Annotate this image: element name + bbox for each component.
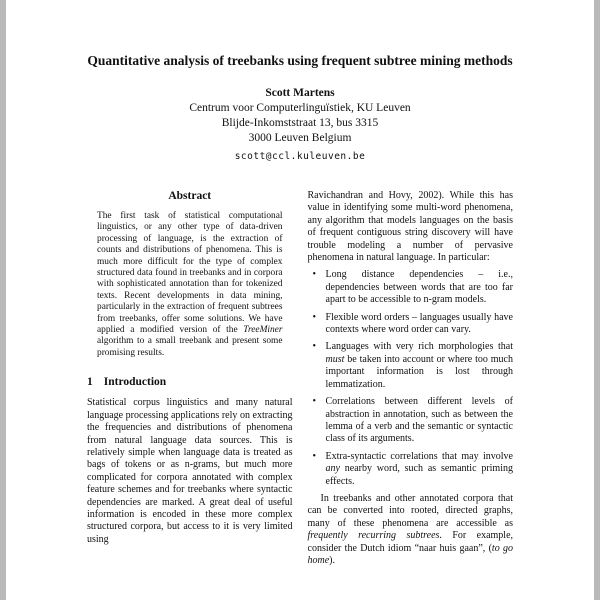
- bullet-text: [326, 269, 514, 306]
- author-block: [6, 86, 594, 164]
- author-affiliation: Centrum voor Computerlinguïstiek, KU Leuven: [189, 102, 411, 114]
- text-run: Statistical corpus linguistics and many natural language processing applications rely on extracting the frequencies and distributions of phenomena from natural language data sources. This is relatively simple when language data is treated as bags of tokens or as n-grams, but much more complicated for corpora annotated with complex feature schemes and for treebanks where syntactic dependencies are marked. A great deal of useful information is encoded in these more complex structured corpora, but access to it is very limited using: [87, 397, 293, 545]
- text-run: Extra-syntactic correlations that may involve: [325, 450, 513, 462]
- emphasized-text: to go home: [307, 542, 513, 566]
- text-run: Long distance dependencies – i.e., dependencies between words that are too far apart to be accessible to n-gram models.: [325, 269, 513, 306]
- two-column-layout: [6, 190, 594, 567]
- left-column: [87, 190, 293, 567]
- paragraph: [97, 211, 283, 359]
- introduction-body: [87, 397, 293, 546]
- author-name: Scott Martens: [265, 87, 335, 99]
- bullet-icon: •: [312, 341, 317, 353]
- abstract-section: [87, 190, 293, 359]
- bullet-item: [313, 396, 514, 446]
- abstract-heading: Abstract: [168, 190, 212, 202]
- bullet-icon: •: [312, 311, 317, 323]
- text-run: ).: [329, 554, 336, 566]
- emphasized-text: TreeMiner: [243, 325, 283, 336]
- emphasized-text: must: [325, 353, 345, 365]
- paragraph: [308, 190, 514, 264]
- emphasized-text: any: [325, 463, 340, 475]
- bullet-text: [326, 396, 514, 446]
- text-run: In treebanks and other annotated corpora that can be converted into rooted, directed graphs, many of these phenomena are accessible as: [307, 492, 513, 529]
- bullet-text: [326, 451, 514, 488]
- paragraph: [87, 397, 293, 546]
- text-run: nearby word, such as semantic priming effects.: [325, 463, 513, 487]
- text-run: . For example, consider the Dutch idiom “naar huis gaan”, (: [307, 530, 514, 554]
- author-email: scott@ccl.kuleuven.be: [234, 151, 366, 162]
- text-run: The first task of statistical computational linguistics, or any other type of data-driven processing of language, is the extraction of counts and distributions of phenomena. This is much more difficult for the type of complex structured data found in treebanks and in corpora with sophisticated annotation than for tokenized texts. Recent developments in data mining, particularly in the extraction of frequent subtrees from treebanks, offer some solutions. We have applied a modified version of the: [97, 211, 283, 336]
- section-title: Introduction: [103, 376, 167, 389]
- emphasized-text: frequently recurring subtrees: [307, 530, 440, 542]
- author-city: 3000 Leuven Belgium: [248, 132, 352, 144]
- bullet-item: [313, 269, 514, 306]
- bullet-icon: •: [312, 269, 317, 281]
- bullet-text: [326, 341, 514, 391]
- text-run: Languages with very rich morphologies that: [325, 341, 513, 353]
- text-run: Correlations between different levels of abstraction in annotation, such as between the lemma of a verb and the semantic or syntactic class of its arguments.: [325, 396, 513, 445]
- abstract-body: [87, 211, 293, 359]
- bullet-icon: •: [312, 396, 317, 408]
- text-run: Flexible word orders – languages usually have contexts where word order can vary.: [325, 311, 513, 336]
- section-number: 1: [87, 376, 93, 389]
- paper-page: [6, 0, 594, 600]
- right-column-body: [308, 190, 514, 567]
- right-column: [308, 190, 514, 567]
- text-run: be taken into account or where too much important information is lost through lemmatization.: [325, 353, 513, 390]
- bullet-icon: •: [312, 450, 317, 462]
- text-run: Ravichandran and Hovy, 2002). While this has value in identifying some multi-word phenomena, any algorithm that models languages on the basis of frequent contiguous string discovery will have trouble modeling a number of pervasive phenomena in natural language. In particular:: [307, 190, 513, 264]
- paragraph: [308, 493, 514, 567]
- bullet-item: [313, 341, 514, 391]
- bullet-text: [326, 312, 514, 337]
- bullet-item: [313, 312, 514, 337]
- text-run: algorithm to a small treebank and present some promising results.: [97, 336, 283, 358]
- author-address: Blijde-Inkomststraat 13, bus 3315: [221, 117, 379, 129]
- bullet-item: [313, 451, 514, 488]
- paper-title: Quantitative analysis of treebanks using frequent subtree mining methods: [87, 53, 513, 68]
- section-heading: [87, 376, 293, 388]
